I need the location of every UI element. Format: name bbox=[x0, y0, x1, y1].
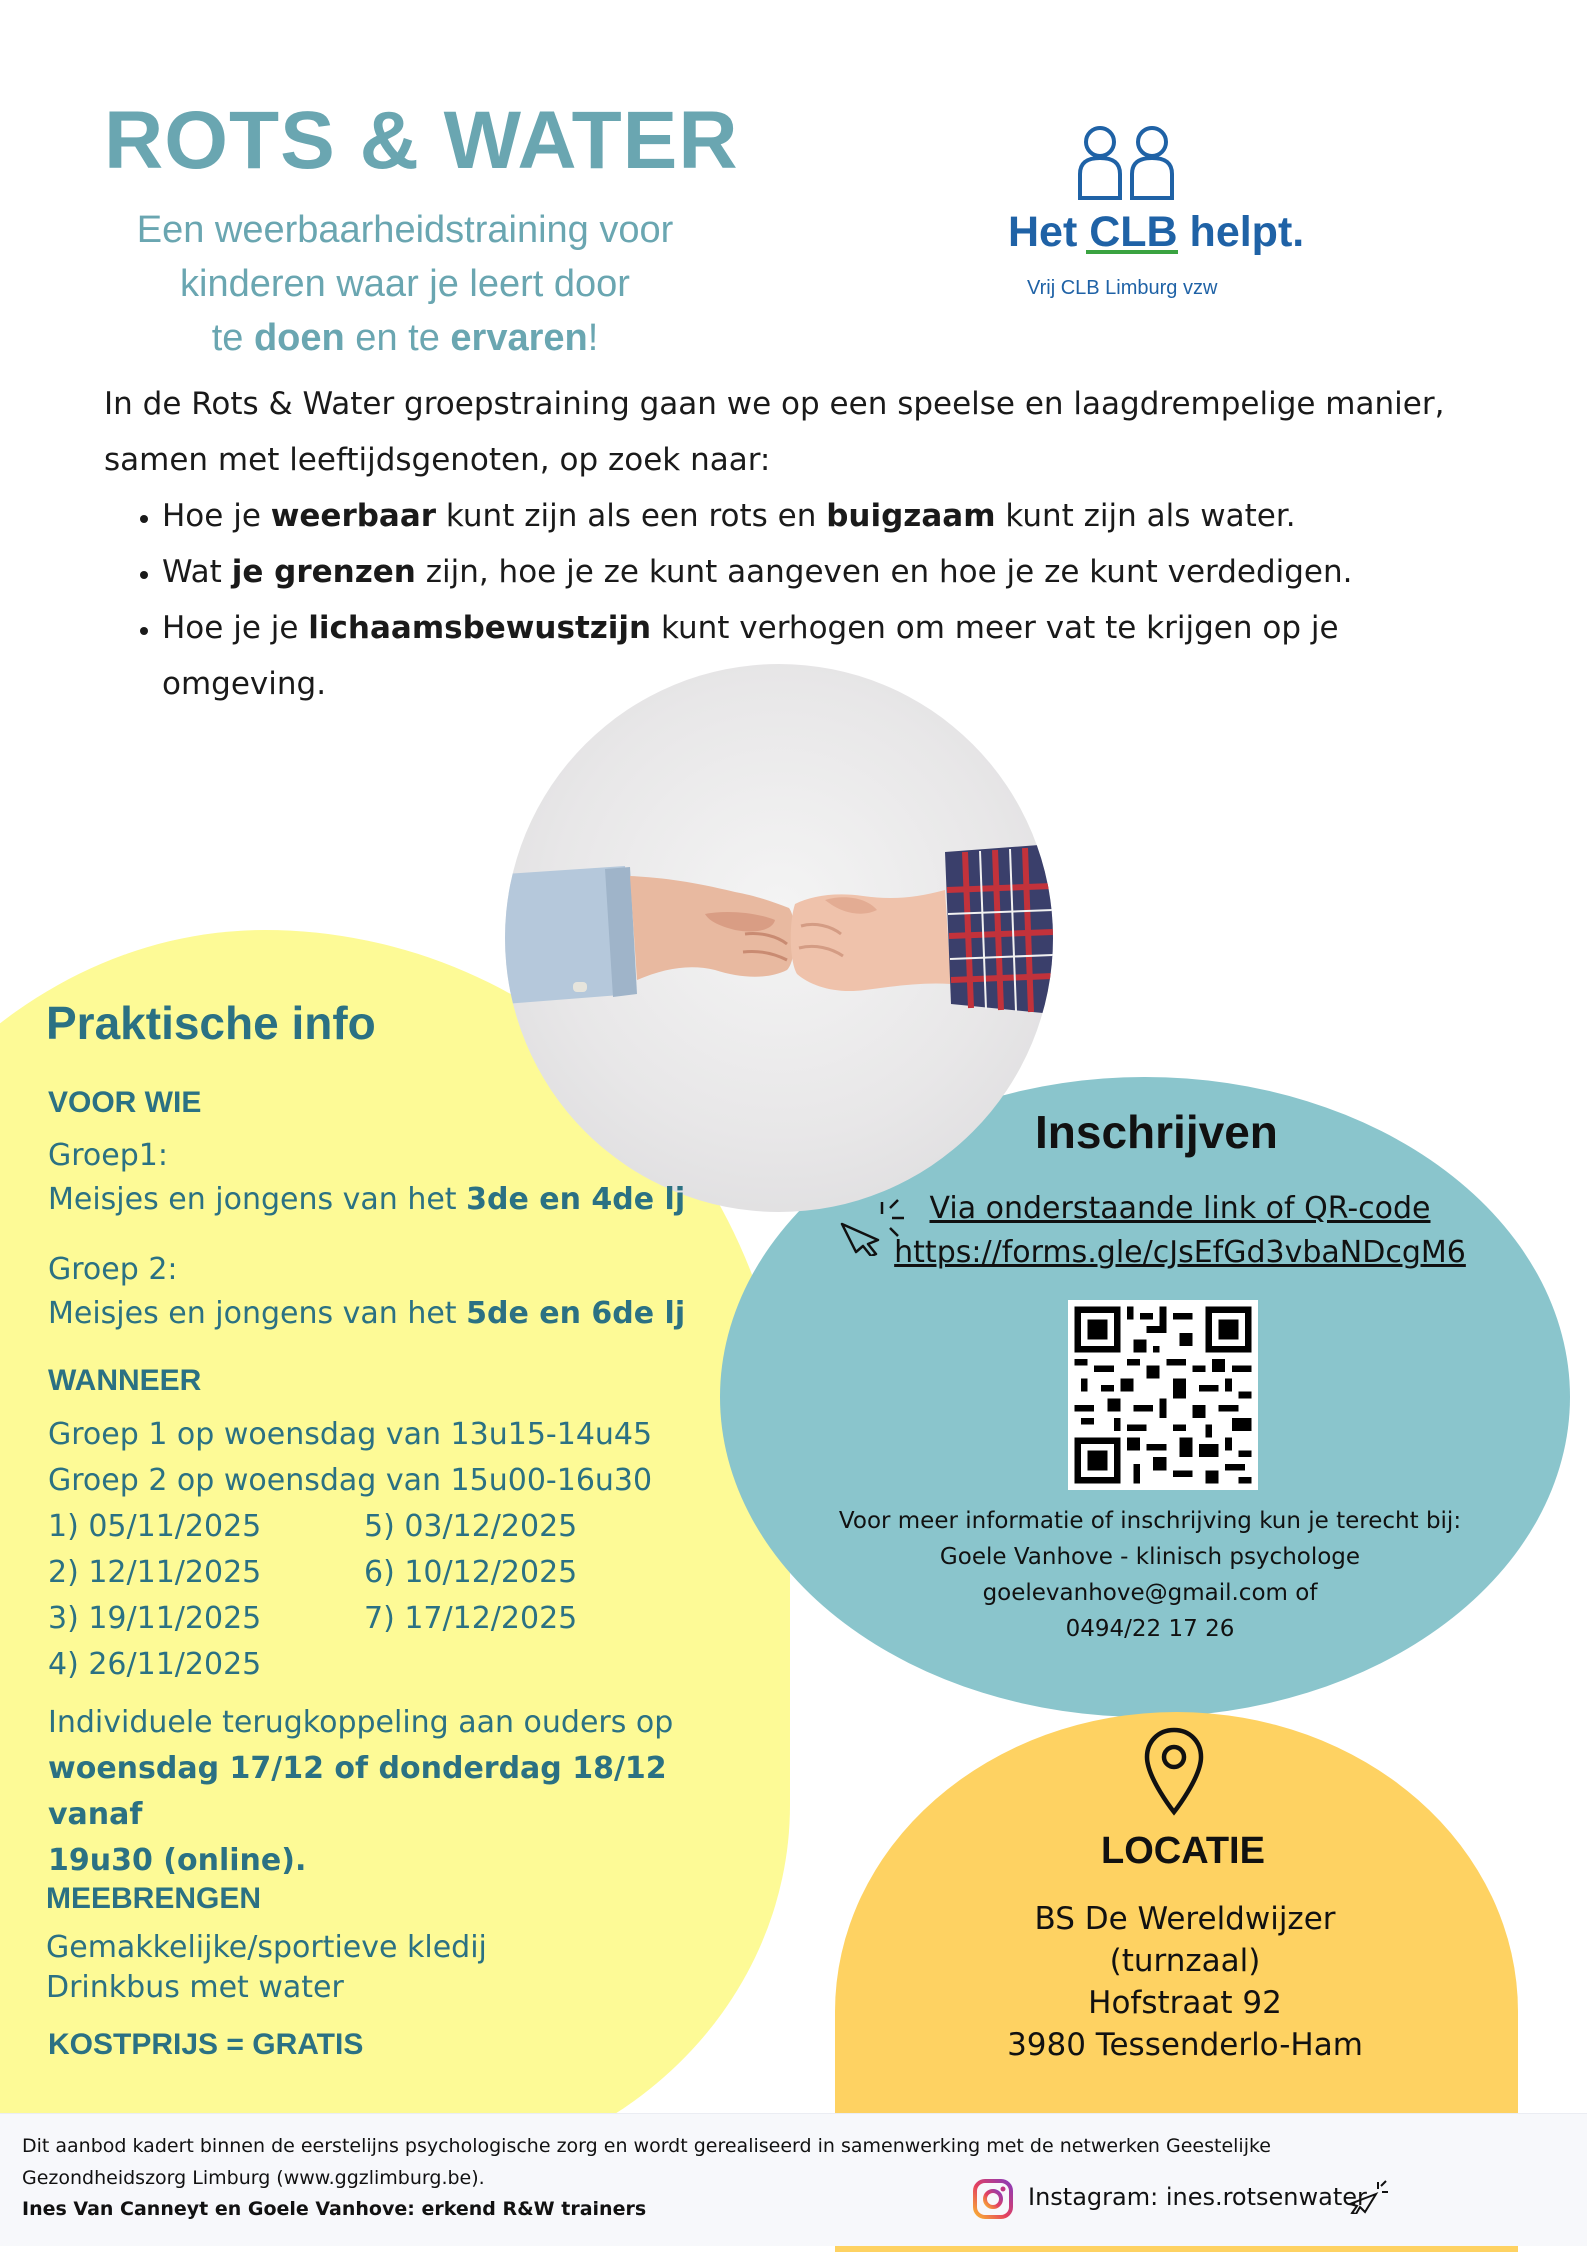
bullet-text: Hoe je bbox=[162, 498, 271, 534]
link-line[interactable]: Via onderstaande link of QR-code bbox=[929, 1191, 1431, 1226]
bullet-bold: lichaamsbewustzijn bbox=[308, 610, 652, 646]
intro-line: samen met leeftijdsgenoten, op zoek naar: bbox=[104, 442, 771, 478]
dates-right bbox=[364, 1504, 577, 1642]
footer-line: Dit aanbod kadert binnen de eerstelijns psychologische zorg en wordt gerealiseerd in samenwerking met de netwerken Geestelijke bbox=[22, 2135, 1271, 2157]
subtitle-line bbox=[80, 311, 730, 365]
footer-line: Gezondheidszorg Limburg (www.ggzlimburg.be). bbox=[22, 2167, 485, 2189]
instagram-icon[interactable] bbox=[972, 2178, 1014, 2224]
address-line: BS De Wereldwijzer bbox=[1034, 1901, 1336, 1937]
locatie-title: LOCATIE bbox=[1101, 1830, 1265, 1872]
groep2-text: Meisjes en jongens van het bbox=[48, 1296, 467, 1331]
date-item: 4) 26/11/2025 bbox=[48, 1647, 262, 1682]
bullet-bold: je grenzen bbox=[231, 554, 416, 590]
location-pin-icon bbox=[1142, 1726, 1206, 1822]
qr-code[interactable] bbox=[1068, 1300, 1258, 1490]
bullet-text: zijn, hoe je ze kunt aangeven en hoe je ze kunt verdedigen. bbox=[415, 554, 1353, 590]
time-line: Groep 1 op woensdag van 13u15-14u45 bbox=[48, 1417, 653, 1452]
feedback-date: woensdag 17/12 of donderdag 18/12 vanaf bbox=[48, 1751, 667, 1832]
subtitle-line: kinderen waar je leert door bbox=[180, 263, 630, 305]
inschrijven-title: Inschrijven bbox=[1035, 1106, 1278, 1158]
contact-phone[interactable]: 0494/22 17 26 bbox=[1065, 1616, 1235, 1642]
bullet-text: kunt zijn als een rots en bbox=[436, 498, 827, 534]
subtitle-text: en te bbox=[344, 317, 451, 359]
groep1-grades: 3de en 4de lj bbox=[466, 1182, 686, 1217]
fist-bump-photo bbox=[505, 664, 1053, 1212]
subtitle-text: te bbox=[211, 317, 254, 359]
date-item: 7) 17/12/2025 bbox=[364, 1601, 578, 1636]
date-item: 1) 05/11/2025 bbox=[48, 1509, 262, 1544]
footer-trainers: Ines Van Canneyt en Goele Vanhove: erkend R&W trainers bbox=[22, 2198, 647, 2220]
voor-wie-heading: VOOR WIE bbox=[48, 1086, 202, 1119]
bullet-text: Wat bbox=[162, 554, 232, 590]
feedback-text: Individuele terugkoppeling aan ouders op bbox=[48, 1705, 674, 1740]
dates-left bbox=[48, 1504, 261, 1688]
locatie-address bbox=[980, 1898, 1390, 2066]
address-line: Hofstraat 92 bbox=[1088, 1985, 1282, 2021]
bullet-bold: weerbaar bbox=[270, 498, 437, 534]
registration-link[interactable] bbox=[880, 1187, 1480, 1275]
logo-subtitle: Vrij CLB Limburg vzw bbox=[1027, 277, 1218, 299]
bullet-text: kunt zijn als water. bbox=[995, 498, 1296, 534]
meebrengen-item: Gemakkelijke/sportieve kledij bbox=[46, 1930, 487, 1965]
intro-line: In de Rots & Water groepstraining gaan we op een speelse en laagdrempelige manier, bbox=[104, 386, 1445, 422]
groep1-label: Groep1: bbox=[48, 1138, 168, 1173]
page-subtitle bbox=[80, 203, 730, 365]
date-item: 5) 03/12/2025 bbox=[364, 1509, 578, 1544]
instagram-handle[interactable]: Instagram: ines.rotsenwater bbox=[1028, 2183, 1367, 2211]
meebrengen-heading: MEEBRENGEN bbox=[46, 1882, 262, 1915]
groep1-desc bbox=[48, 1178, 768, 1222]
groep2-desc bbox=[48, 1292, 768, 1336]
date-item: 3) 19/11/2025 bbox=[48, 1601, 262, 1636]
contact-email[interactable]: goelevanhove@gmail.com of bbox=[982, 1580, 1318, 1606]
bullet-bold: buigzaam bbox=[826, 498, 996, 534]
wanneer-heading: WANNEER bbox=[48, 1364, 202, 1397]
feedback-block bbox=[48, 1700, 768, 1884]
intro-bullets bbox=[104, 488, 1504, 712]
contact-info bbox=[760, 1503, 1540, 1647]
two-people-icon bbox=[1000, 118, 1340, 218]
date-item: 6) 10/12/2025 bbox=[364, 1555, 578, 1590]
intro-text bbox=[104, 376, 1504, 712]
groep2-grades: 5de en 6de lj bbox=[466, 1296, 686, 1331]
meebrengen-item: Drinkbus met water bbox=[46, 1970, 344, 2005]
cursor-click-icon bbox=[1346, 2180, 1388, 2218]
meebrengen-list bbox=[46, 1928, 487, 2008]
subtitle-emphasis: ervaren bbox=[450, 317, 588, 359]
groep2-label: Groep 2: bbox=[48, 1252, 178, 1287]
groep1-text: Meisjes en jongens van het bbox=[48, 1182, 467, 1217]
bullet-text: kunt verhogen om meer vat te krijgen op je omgeving. bbox=[162, 610, 1339, 702]
bullet-item bbox=[162, 488, 1504, 544]
time-line: Groep 2 op woensdag van 15u00-16u30 bbox=[48, 1463, 653, 1498]
address-line: 3980 Tessenderlo-Ham bbox=[1007, 2027, 1363, 2063]
subtitle-text: ! bbox=[587, 317, 599, 359]
groep2-block bbox=[48, 1248, 768, 1336]
bullet-item bbox=[162, 544, 1504, 600]
bullet-item bbox=[162, 600, 1504, 712]
bullet-text: Hoe je je bbox=[162, 610, 309, 646]
link-url[interactable]: https://forms.gle/cJsEfGd3vbaNDcgM6 bbox=[894, 1235, 1466, 1270]
page-title: ROTS & WATER bbox=[104, 95, 739, 186]
groep1-block bbox=[48, 1134, 768, 1222]
feedback-time: 19u30 (online). bbox=[48, 1843, 307, 1878]
praktische-info-title: Praktische info bbox=[46, 997, 376, 1049]
contact-line: Voor meer informatie of inschrijving kun je terecht bij: bbox=[838, 1508, 1462, 1534]
date-item: 2) 12/11/2025 bbox=[48, 1555, 262, 1590]
contact-name: Goele Vanhove - klinisch psychologe bbox=[939, 1544, 1361, 1570]
logo-name: Het CLB helpt. bbox=[1008, 208, 1305, 256]
subtitle-emphasis: doen bbox=[253, 317, 345, 359]
kostprijs-label: KOSTPRIJS = GRATIS bbox=[48, 2028, 364, 2061]
wanneer-times bbox=[48, 1412, 768, 1504]
address-line: (turnzaal) bbox=[1109, 1943, 1261, 1979]
subtitle-line: Een weerbaarheidstraining voor bbox=[136, 209, 674, 251]
